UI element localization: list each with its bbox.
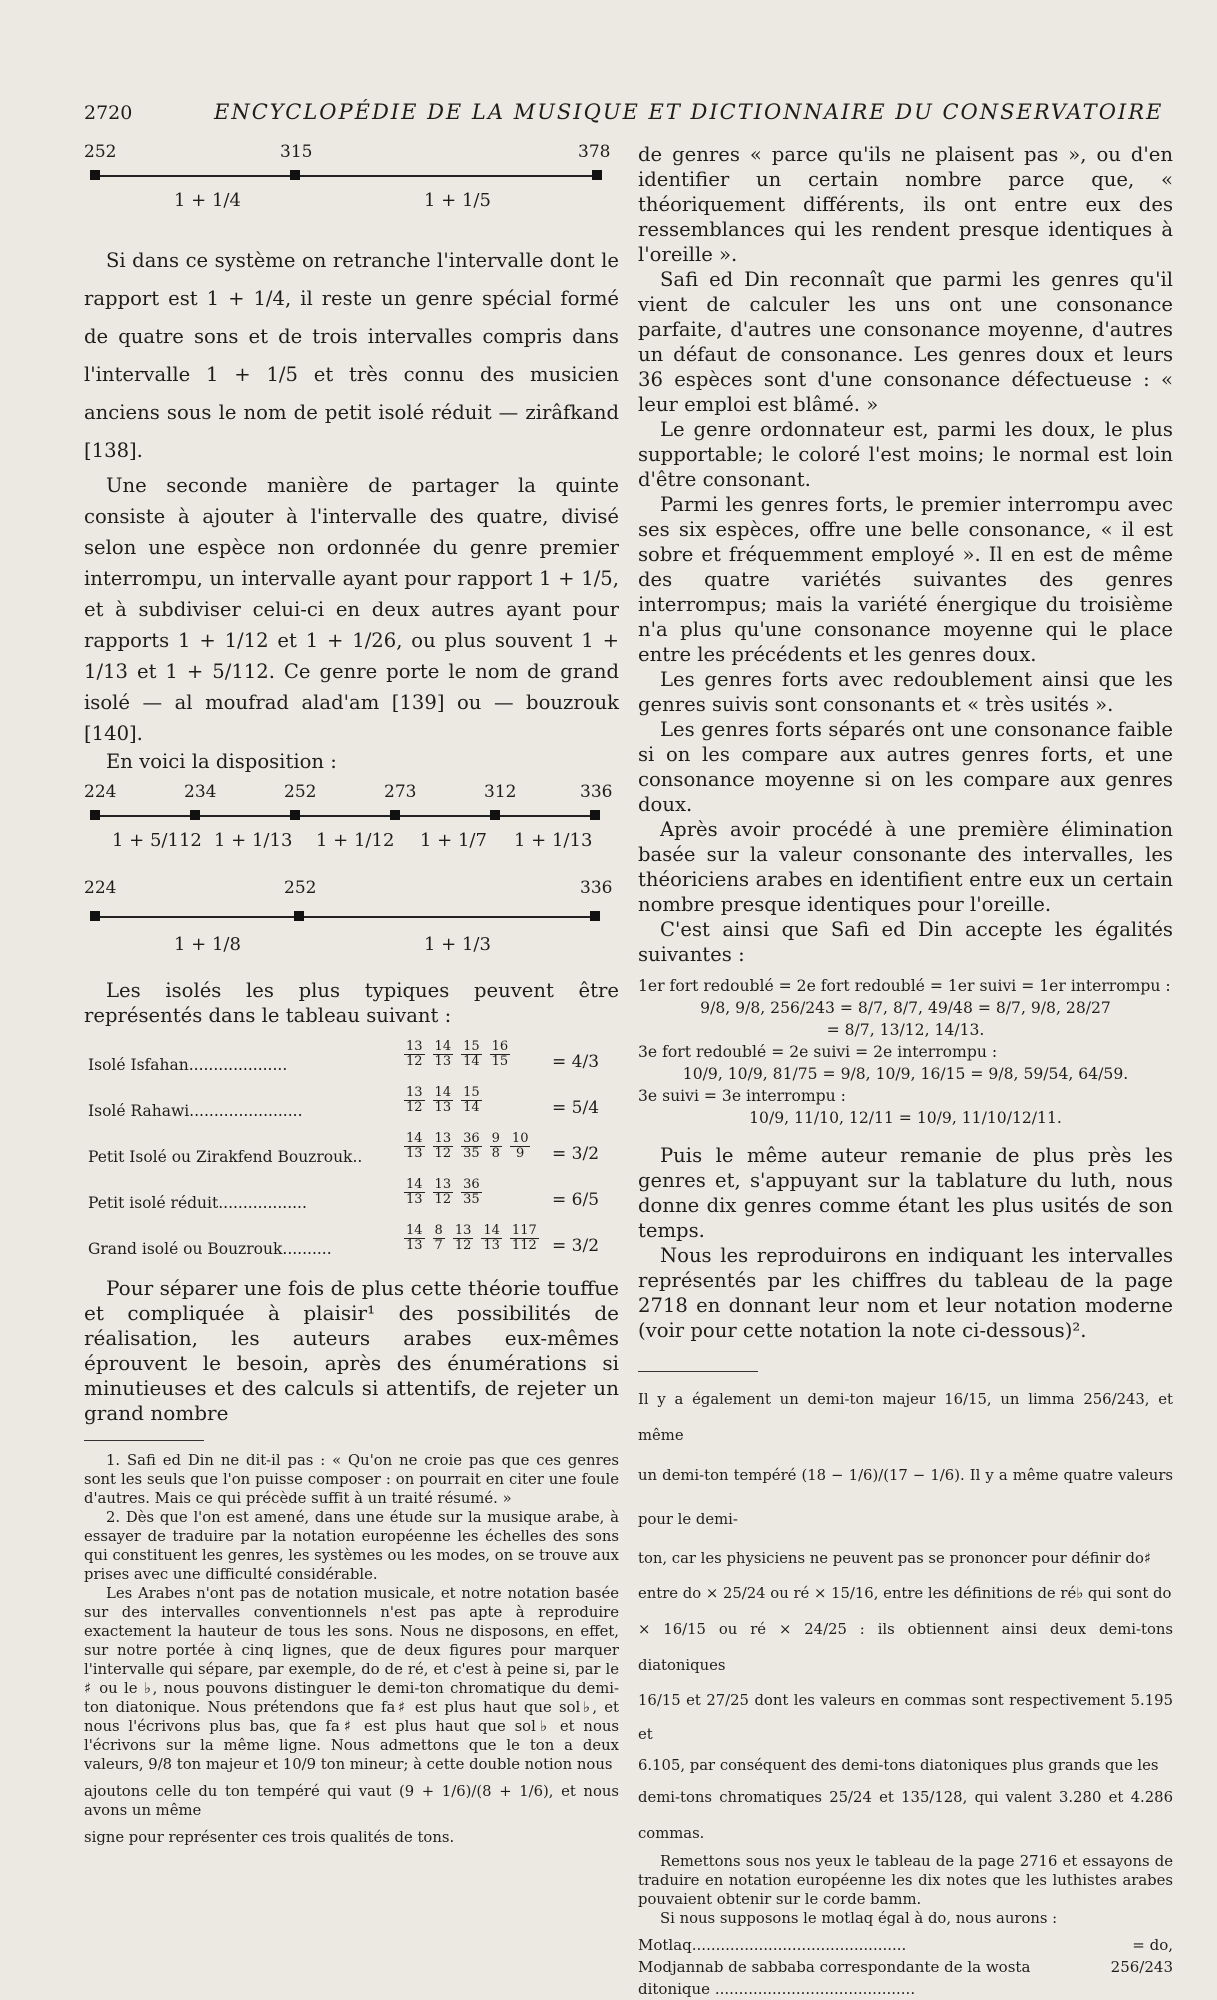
- diagram-number: 336: [580, 782, 613, 802]
- fraction: [433, 1224, 445, 1253]
- diagram-marker: [90, 170, 100, 180]
- row-name: Petit Isolé ou Zirakfend Bouzrouk..: [88, 1148, 363, 1166]
- numerator: 14: [406, 1131, 423, 1146]
- denominator: 14: [463, 1054, 480, 1069]
- numerator: 13: [434, 1177, 452, 1192]
- paragraph: Une seconde manière de partager la quinte consiste à ajouter à l'intervalle des quatre, divisé selon une espèce non ordonnée du genre premier interrompu, un intervalle ayant pour rapport 1 + 1/5, et à subdiviser celui-ci en deux autres ayant pour rapports 1 + 1/12 et 1 + 1/26, ou plus souvent 1 + 1/13 et 1 + 5/112. Ce genre porte le nom de grand isolé — al moufrad alad'am [139] ou — bouzrouk [140].: [84, 474, 619, 745]
- row-result: = 5/4: [552, 1098, 600, 1118]
- diagram-number: 273: [384, 782, 417, 802]
- row-fractions: [402, 1224, 541, 1253]
- denominator: 12: [406, 1054, 423, 1069]
- denominator: 15: [491, 1054, 509, 1069]
- diagram-marker: [490, 810, 500, 820]
- diagram-number: 378: [578, 142, 611, 162]
- numerator: 14: [434, 1039, 452, 1054]
- footnote-line: demi-tons chromatiques 25/24 et 135/128, qui valent 3.280 et 4.286 commas.: [638, 1789, 1173, 1842]
- diagram-line: [90, 815, 600, 817]
- fraction: [510, 1224, 539, 1253]
- diagram-interval-label: 1 + 1/3: [424, 934, 491, 955]
- footnote-rule: [84, 1440, 204, 1441]
- row-fractions: [402, 1086, 484, 1115]
- row-fractions: [402, 1040, 512, 1069]
- diagram-interval-label: 1 + 5/112: [112, 830, 202, 851]
- numerator: 10: [511, 1131, 529, 1146]
- paragraph: Puis le même auteur remanie de plus près les genres et, s'appuyant sur la tablature du luth, nous donne dix genres comme étant les plus usités de son temps.: [638, 1144, 1173, 1242]
- fraction: [461, 1132, 482, 1161]
- footnote-line: entre do × 25/24 ou ré × 15/16, entre les définitions de ré♭ qui sont do: [638, 1585, 1172, 1602]
- numerator: 13: [434, 1131, 452, 1146]
- denominator: 12: [454, 1238, 472, 1253]
- numerator: 14: [483, 1223, 500, 1238]
- numerator: 13: [406, 1085, 423, 1100]
- row-name: Petit isolé réduit..................: [88, 1194, 307, 1212]
- diagram-interval-label: 1 + 1/12: [316, 830, 395, 851]
- diagram-interval-label: 1 + 1/13: [214, 830, 293, 851]
- page-number: 2720: [84, 102, 133, 124]
- motlaq-value: = do,: [1132, 1936, 1173, 1954]
- equality-line: 9/8, 9/8, 256/243 = 8/7, 8/7, 49/48 = 8/7, 9/8, 28/27: [700, 999, 1111, 1017]
- paragraph: Les genres forts avec redoublement ainsi que les genres suivis sont consonants et « très usités ».: [638, 668, 1173, 716]
- fraction: [490, 1132, 502, 1161]
- diagram-line: [90, 175, 602, 177]
- diagram-number: 312: [484, 782, 517, 802]
- diagram-number: 234: [184, 782, 217, 802]
- motlaq-row: [638, 1934, 1173, 1956]
- footnote-line: 6.105, par conséquent des demi-tons diatoniques plus grands que les: [638, 1757, 1159, 1774]
- fraction: [510, 1132, 531, 1161]
- fraction: [433, 1040, 454, 1069]
- modjannab-value: 256/243: [1110, 1958, 1173, 1976]
- denominator: 12: [406, 1100, 423, 1115]
- numerator: 13: [406, 1039, 423, 1054]
- row-result: = 3/2: [552, 1236, 600, 1256]
- fraction: [461, 1040, 482, 1069]
- footnote: 2. Dès que l'on est amené, dans une étude sur la musique arabe, à essayer de traduire par la notation européenne les échelles des sons qui constituent les genres, les systèmes ou les modes, on se trouve aux prises avec une difficulté considérable.: [84, 1509, 619, 1583]
- diagram-marker: [390, 810, 400, 820]
- footnote: Les Arabes n'ont pas de notation musicale, et notre notation basée sur des intervalles conventionnels n'est pas apte à reproduire exactement la hauteur de tous les sons. Nous ne disposons, en effet, sur notre portée à cinq lignes, que de deux figures pour marquer l'intervalle qui sépare, par exemple, do de ré, et c'est à peine si, par le ♯ ou le ♭, nous pouvons distinguer le demi-ton chromatique du demi-ton diatonique. Nous prétendons que fa♯ est plus haut que sol♭, et nous l'écrivons plus bas, que fa♯ est plus haut que sol♭ et nous l'écrivons sur la même ligne. Nous admettons que le ton a deux valeurs, 9/8 ton majeur et 10/9 ton mineur; à cette double notion nous: [84, 1585, 619, 1773]
- denominator: 13: [434, 1100, 452, 1115]
- table-row: [84, 1128, 619, 1174]
- equality-line: 10/9, 11/10, 12/11 = 10/9, 11/10/12/11.: [749, 1109, 1062, 1127]
- fraction: [453, 1224, 474, 1253]
- footnote-line: ton, car les physiciens ne peuvent pas se prononcer pour définir do♯: [638, 1550, 1152, 1567]
- row-result: = 6/5: [552, 1190, 600, 1210]
- diagram-number: 252: [284, 878, 317, 898]
- denominator: 13: [406, 1238, 423, 1253]
- equality-line: 1er fort redoublé = 2e fort redoublé = 1er suivi = 1er interrompu :: [638, 977, 1171, 995]
- row-fractions: [402, 1132, 532, 1161]
- row-fractions: [402, 1178, 484, 1207]
- numerator: 14: [406, 1177, 423, 1192]
- denominator: 14: [463, 1100, 480, 1115]
- denominator: 12: [434, 1146, 452, 1161]
- running-header: [0, 96, 1217, 126]
- diagram-number: 252: [84, 142, 117, 162]
- diagram-number: 315: [280, 142, 313, 162]
- denominator: 9: [516, 1146, 525, 1161]
- diagram-marker: [590, 810, 600, 820]
- footnote-line: un demi-ton tempéré (18 − 1/6)/(17 − 1/6). Il y a même quatre valeurs pour le demi-: [638, 1467, 1173, 1528]
- table-row: [84, 1174, 619, 1220]
- denominator: 8: [491, 1146, 500, 1161]
- running-title: ENCYCLOPÉDIE DE LA MUSIQUE ET DICTIONNAIRE DU CONSERVATOIRE: [214, 100, 1164, 124]
- numerator: 15: [463, 1085, 480, 1100]
- fraction: [404, 1224, 425, 1253]
- diagram-marker: [294, 911, 304, 921]
- modjannab-label: Modjannab de sabbaba correspondante de la wosta ditonique ..........................................: [638, 1958, 1031, 1998]
- fraction: [433, 1132, 454, 1161]
- diagram-marker: [90, 810, 100, 820]
- numerator: 15: [463, 1039, 480, 1054]
- diagram-marker: [290, 170, 300, 180]
- paragraph: Safi ed Din reconnaît que parmi les genres qu'il vient de calculer les uns ont une consonance parfaite, d'autres une consonance moyenne, d'autres un défaut de consonance. Les genres doux et leurs 36 espèces sont d'une consonance défectueuse : « leur emploi est blâmé. »: [638, 268, 1173, 416]
- paragraph: C'est ainsi que Safi ed Din accepte les égalités suivantes :: [638, 918, 1173, 966]
- equality-line: 3e suivi = 3e interrompu :: [638, 1087, 846, 1105]
- diagram-line: [90, 916, 600, 918]
- fraction: [404, 1040, 425, 1069]
- numerator: 117: [511, 1223, 537, 1238]
- footnote-line: Remettons sous nos yeux le tableau de la page 2716 et essayons de traduire en notation européenne les dix notes que les luthistes arabes pouvaient obtenir sur le corde bamm.: [638, 1853, 1173, 1908]
- footnote-block: [638, 1382, 1173, 2000]
- footnote: signe pour représenter ces trois qualités de tons.: [84, 1829, 455, 1846]
- diagram-marker: [190, 810, 200, 820]
- footnote-line: Si nous supposons le motlaq égal à do, nous aurons :: [660, 1910, 1058, 1927]
- footnote-line: Il y a également un demi-ton majeur 16/15, un limma 256/243, et même: [638, 1391, 1173, 1444]
- denominator: 13: [434, 1054, 452, 1069]
- denominator: 13: [483, 1238, 500, 1253]
- right-column: [638, 142, 1173, 2000]
- fraction: [481, 1224, 502, 1253]
- row-name: Isolé Rahawi.......................: [88, 1102, 303, 1120]
- diagram-interval-label: 1 + 1/7: [420, 830, 487, 851]
- denominator: 35: [463, 1192, 480, 1207]
- diagram-marker: [590, 911, 600, 921]
- numerator: 16: [491, 1039, 509, 1054]
- footnote-rule: [638, 1371, 758, 1372]
- denominator: 12: [434, 1192, 452, 1207]
- paragraph: Pour séparer une fois de plus cette théorie touffue et compliquée à plaisir¹ des possibilités de réalisation, les auteurs arabes eux-mêmes éprouvent le besoin, après des énumérations si minutieuses et des calculs si attentifs, de rejeter un grand nombre: [84, 1276, 619, 1425]
- fraction: [433, 1178, 454, 1207]
- diagram-number: 336: [580, 878, 613, 898]
- numerator: 14: [434, 1085, 452, 1100]
- numerator: 9: [491, 1131, 500, 1146]
- numerator: 36: [463, 1177, 480, 1192]
- table-row: [84, 1220, 619, 1266]
- fraction: [404, 1178, 425, 1207]
- equalities-block: [638, 975, 1173, 1129]
- numerator: 36: [463, 1131, 480, 1146]
- equality-line: = 8/7, 13/12, 14/13.: [826, 1021, 985, 1039]
- paragraph: Si dans ce système on retranche l'intervalle dont le rapport est 1 + 1/4, il reste un genre spécial formé de quatre sons et de trois intervalles compris dans l'intervalle 1 + 1/5 et très connu des musicien anciens sous le nom de petit isolé réduit — zirâfkand [138].: [84, 249, 619, 462]
- paragraph: Les genres forts séparés ont une consonance faible si on les compare aux autres genres forts, et une consonance moyenne si on les compare aux genres doux.: [638, 718, 1173, 816]
- diagram-marker: [90, 911, 100, 921]
- table-row: [84, 1082, 619, 1128]
- row-name: Isolé Isfahan....................: [88, 1056, 288, 1074]
- row-name: Grand isolé ou Bouzrouk..........: [88, 1240, 332, 1258]
- paragraph: Les isolés les plus typiques peuvent être représentés dans le tableau suivant :: [84, 979, 619, 1027]
- isoles-table: [84, 1036, 619, 1266]
- modjannab-row: [638, 1956, 1173, 2000]
- numerator: 8: [434, 1223, 443, 1238]
- motlaq-label: Motlaq.............................................: [638, 1936, 907, 1954]
- numerator: 14: [406, 1223, 423, 1238]
- footnote: 1. Safi ed Din ne dit-il pas : « Qu'on ne croie pas que ces genres sont les seuls que l'on puisse composer : on pourrait en citer une foule d'autres. Mais ce qui précède suffit à un traité résumé. »: [84, 1452, 619, 1507]
- diagram-interval-label: 1 + 1/5: [424, 190, 491, 211]
- diagram-interval-label: 1 + 1/8: [174, 934, 241, 955]
- footnote-line: 16/15 et 27/25 dont les valeurs en commas sont respectivement 5.195 et: [638, 1692, 1173, 1743]
- denominator: 112: [511, 1238, 537, 1253]
- diagram-number: 224: [84, 782, 117, 802]
- interval-diagram-1: [84, 142, 619, 242]
- denominator: 7: [434, 1238, 443, 1253]
- diagram-interval-label: 1 + 1/4: [174, 190, 241, 211]
- left-column: [84, 142, 619, 1847]
- diagram-number: 252: [284, 782, 317, 802]
- denominator: 35: [463, 1146, 480, 1161]
- fraction: [404, 1086, 425, 1115]
- diagram-interval-label: 1 + 1/13: [514, 830, 593, 851]
- equality-line: 3e fort redoublé = 2e suivi = 2e interrompu :: [638, 1043, 998, 1061]
- interval-diagram-3: [84, 878, 619, 978]
- diagram-marker: [290, 810, 300, 820]
- denominator: 13: [406, 1146, 423, 1161]
- numerator: 13: [454, 1223, 472, 1238]
- equality-line: 10/9, 10/9, 81/75 = 9/8, 10/9, 16/15 = 9/8, 59/54, 64/59.: [682, 1065, 1129, 1083]
- diagram-marker: [592, 170, 602, 180]
- paragraph: Parmi les genres forts, le premier interrompu avec ses six espèces, offre une belle consonance, « il est sobre et fréquemment employé ». Il en est de même des quatre variétés suivantes des genres interrompus; mais la variété énergique du troisième n'a plus qu'une consonance moyenne qui le place entre les précédents et les genres doux.: [638, 493, 1173, 666]
- paragraph: Après avoir procédé à une première élimination basée sur la valeur consonante des intervalles, les théoriciens arabes en identifient entre eux un certain nombre presque identiques pour l'oreille.: [638, 818, 1173, 916]
- fraction: [461, 1178, 482, 1207]
- diagram-number: 224: [84, 878, 117, 898]
- fraction: [404, 1132, 425, 1161]
- paragraph: de genres « parce qu'ils ne plaisent pas », ou d'en identifier un certain nombre parce que, « théoriquement différents, ils ont entre eux des ressemblances qui les rendent presque identiques à l'oreille ».: [638, 143, 1173, 266]
- paragraph: Le genre ordonnateur est, parmi les doux, le plus supportable; le coloré l'est moins; le normal est loin d'être consonant.: [638, 418, 1173, 491]
- table-row: [84, 1036, 619, 1082]
- footnote: ajoutons celle du ton tempéré qui vaut (9 + 1/6)/(8 + 1/6), et nous avons un même: [84, 1783, 619, 1819]
- footnote-line: × 16/15 ou ré × 24/25 : ils obtiennent ainsi deux demi-tons diatoniques: [638, 1621, 1173, 1674]
- fraction: [433, 1086, 454, 1115]
- fraction: [490, 1040, 511, 1069]
- interval-diagram-2: [84, 782, 619, 878]
- row-result: = 4/3: [552, 1052, 600, 1072]
- fraction: [461, 1086, 482, 1115]
- paragraph: Nous les reproduirons en indiquant les intervalles représentés par les chiffres du tableau de la page 2718 en donnant leur nom et leur notation moderne (voir pour cette notation la note ci-dessous)².: [638, 1244, 1173, 1342]
- paragraph: En voici la disposition :: [106, 750, 337, 773]
- denominator: 13: [406, 1192, 423, 1207]
- row-result: = 3/2: [552, 1144, 600, 1164]
